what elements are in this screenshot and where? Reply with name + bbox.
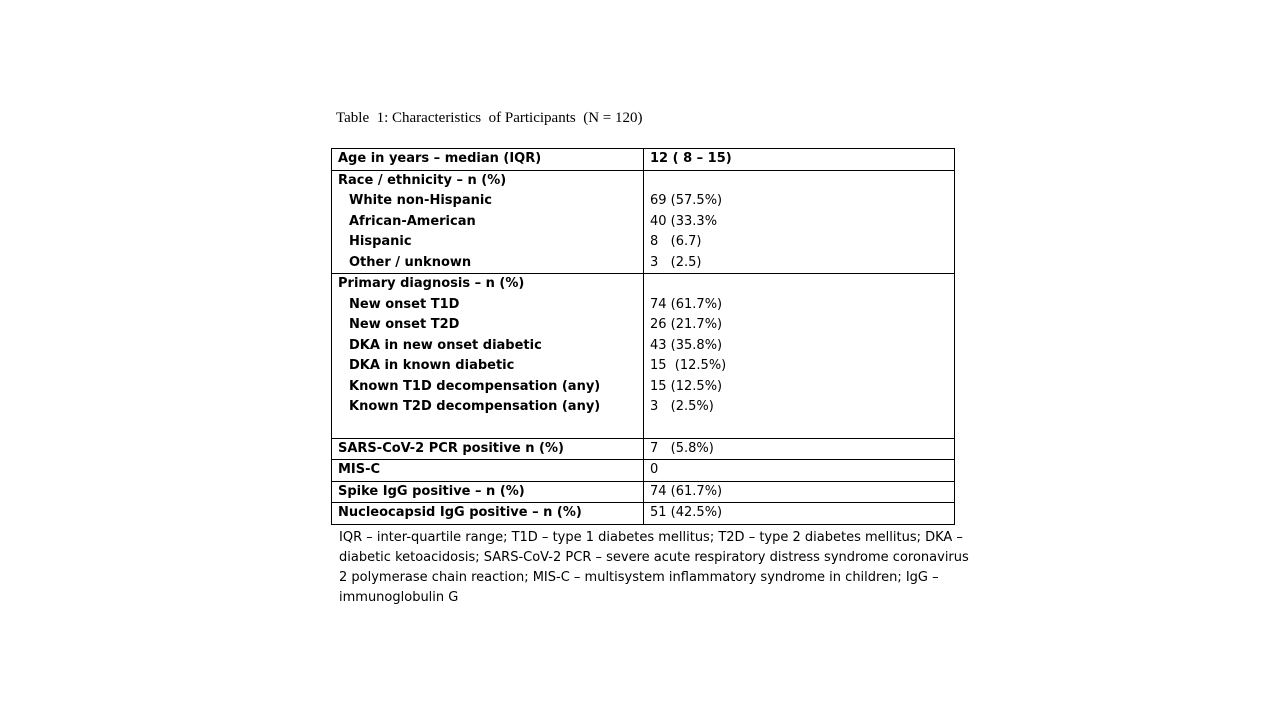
row-label: SARS-CoV-2 PCR positive n (%) (332, 438, 644, 460)
table-footnote: IQR – inter-quartile range; T1D – type 1 diabetes mellitus; T2D – type 2 diabetes mellitus; DKA – diabetic ketoacidosis; SARS-CoV-2 PCR – severe acute respiratory distress syndrome coronavirus 2 polymerase chain reaction; MIS-C – multisystem inflammatory syndrome in children; IgG – immunoglobulin G (339, 530, 969, 605)
diagnosis-item-label: New onset T2D (349, 317, 460, 332)
table-row-spike (332, 481, 955, 503)
race-item-value: 40 (33.3% (650, 213, 718, 229)
race-item-value: 69 (57.5%) (650, 193, 723, 208)
diagnosis-item-value: 43 (35.8%) (650, 337, 723, 353)
race-item-label: African-American (349, 213, 476, 229)
diagnosis-item-value: 3 (2.5%) (650, 399, 714, 414)
table-row-nucleocapsid (332, 503, 955, 525)
row-label (332, 170, 644, 274)
row-value (644, 274, 955, 439)
table-row-race (332, 170, 955, 274)
row-label (332, 274, 644, 439)
diagnosis-item-label: Known T2D decompensation (any) (349, 399, 601, 414)
row-label: Spike IgG positive – n (%) (332, 481, 644, 503)
diagnosis-heading: Primary diagnosis – n (%) (338, 276, 525, 291)
row-label: Age in years – median (IQR) (332, 149, 644, 171)
row-value: 12 ( 8 – 15) (644, 149, 955, 171)
race-item-label: Hispanic (349, 234, 412, 249)
race-item-label: Other / unknown (349, 254, 472, 270)
race-item-label: White non-Hispanic (349, 193, 493, 208)
row-label: Nucleocapsid IgG positive – n (%) (332, 503, 644, 525)
race-heading: Race / ethnicity – n (%) (338, 172, 507, 188)
diagnosis-item-value: 26 (21.7%) (650, 317, 723, 332)
race-item-value: 3 (2.5) (650, 254, 702, 270)
row-value: 0 (644, 460, 955, 482)
row-value (644, 170, 955, 274)
diagnosis-item-value: 74 (61.7%) (650, 296, 723, 312)
table-caption: Table 1: Characteristics of Participants (N = 120) (336, 110, 643, 126)
diagnosis-item-label: Known T1D decompensation (any) (349, 378, 601, 394)
row-value: 7 (5.8%) (644, 438, 955, 460)
diagnosis-item-label: DKA in known diabetic (349, 358, 515, 373)
table-row-pcr (332, 438, 955, 460)
race-item-value: 8 (6.7) (650, 234, 702, 249)
diagnosis-item-label: New onset T1D (349, 296, 460, 312)
table-row-misc (332, 460, 955, 482)
characteristics-table (331, 148, 955, 525)
row-value: 51 (42.5%) (644, 503, 955, 525)
diagnosis-item-value: 15 (12.5%) (650, 378, 723, 394)
row-value: 74 (61.7%) (644, 481, 955, 503)
table-row-diagnosis (332, 274, 955, 439)
row-label: MIS-C (332, 460, 644, 482)
diagnosis-item-label: DKA in new onset diabetic (349, 337, 542, 353)
diagnosis-item-value: 15 (12.5%) (650, 358, 727, 373)
table-row-age (332, 149, 955, 171)
